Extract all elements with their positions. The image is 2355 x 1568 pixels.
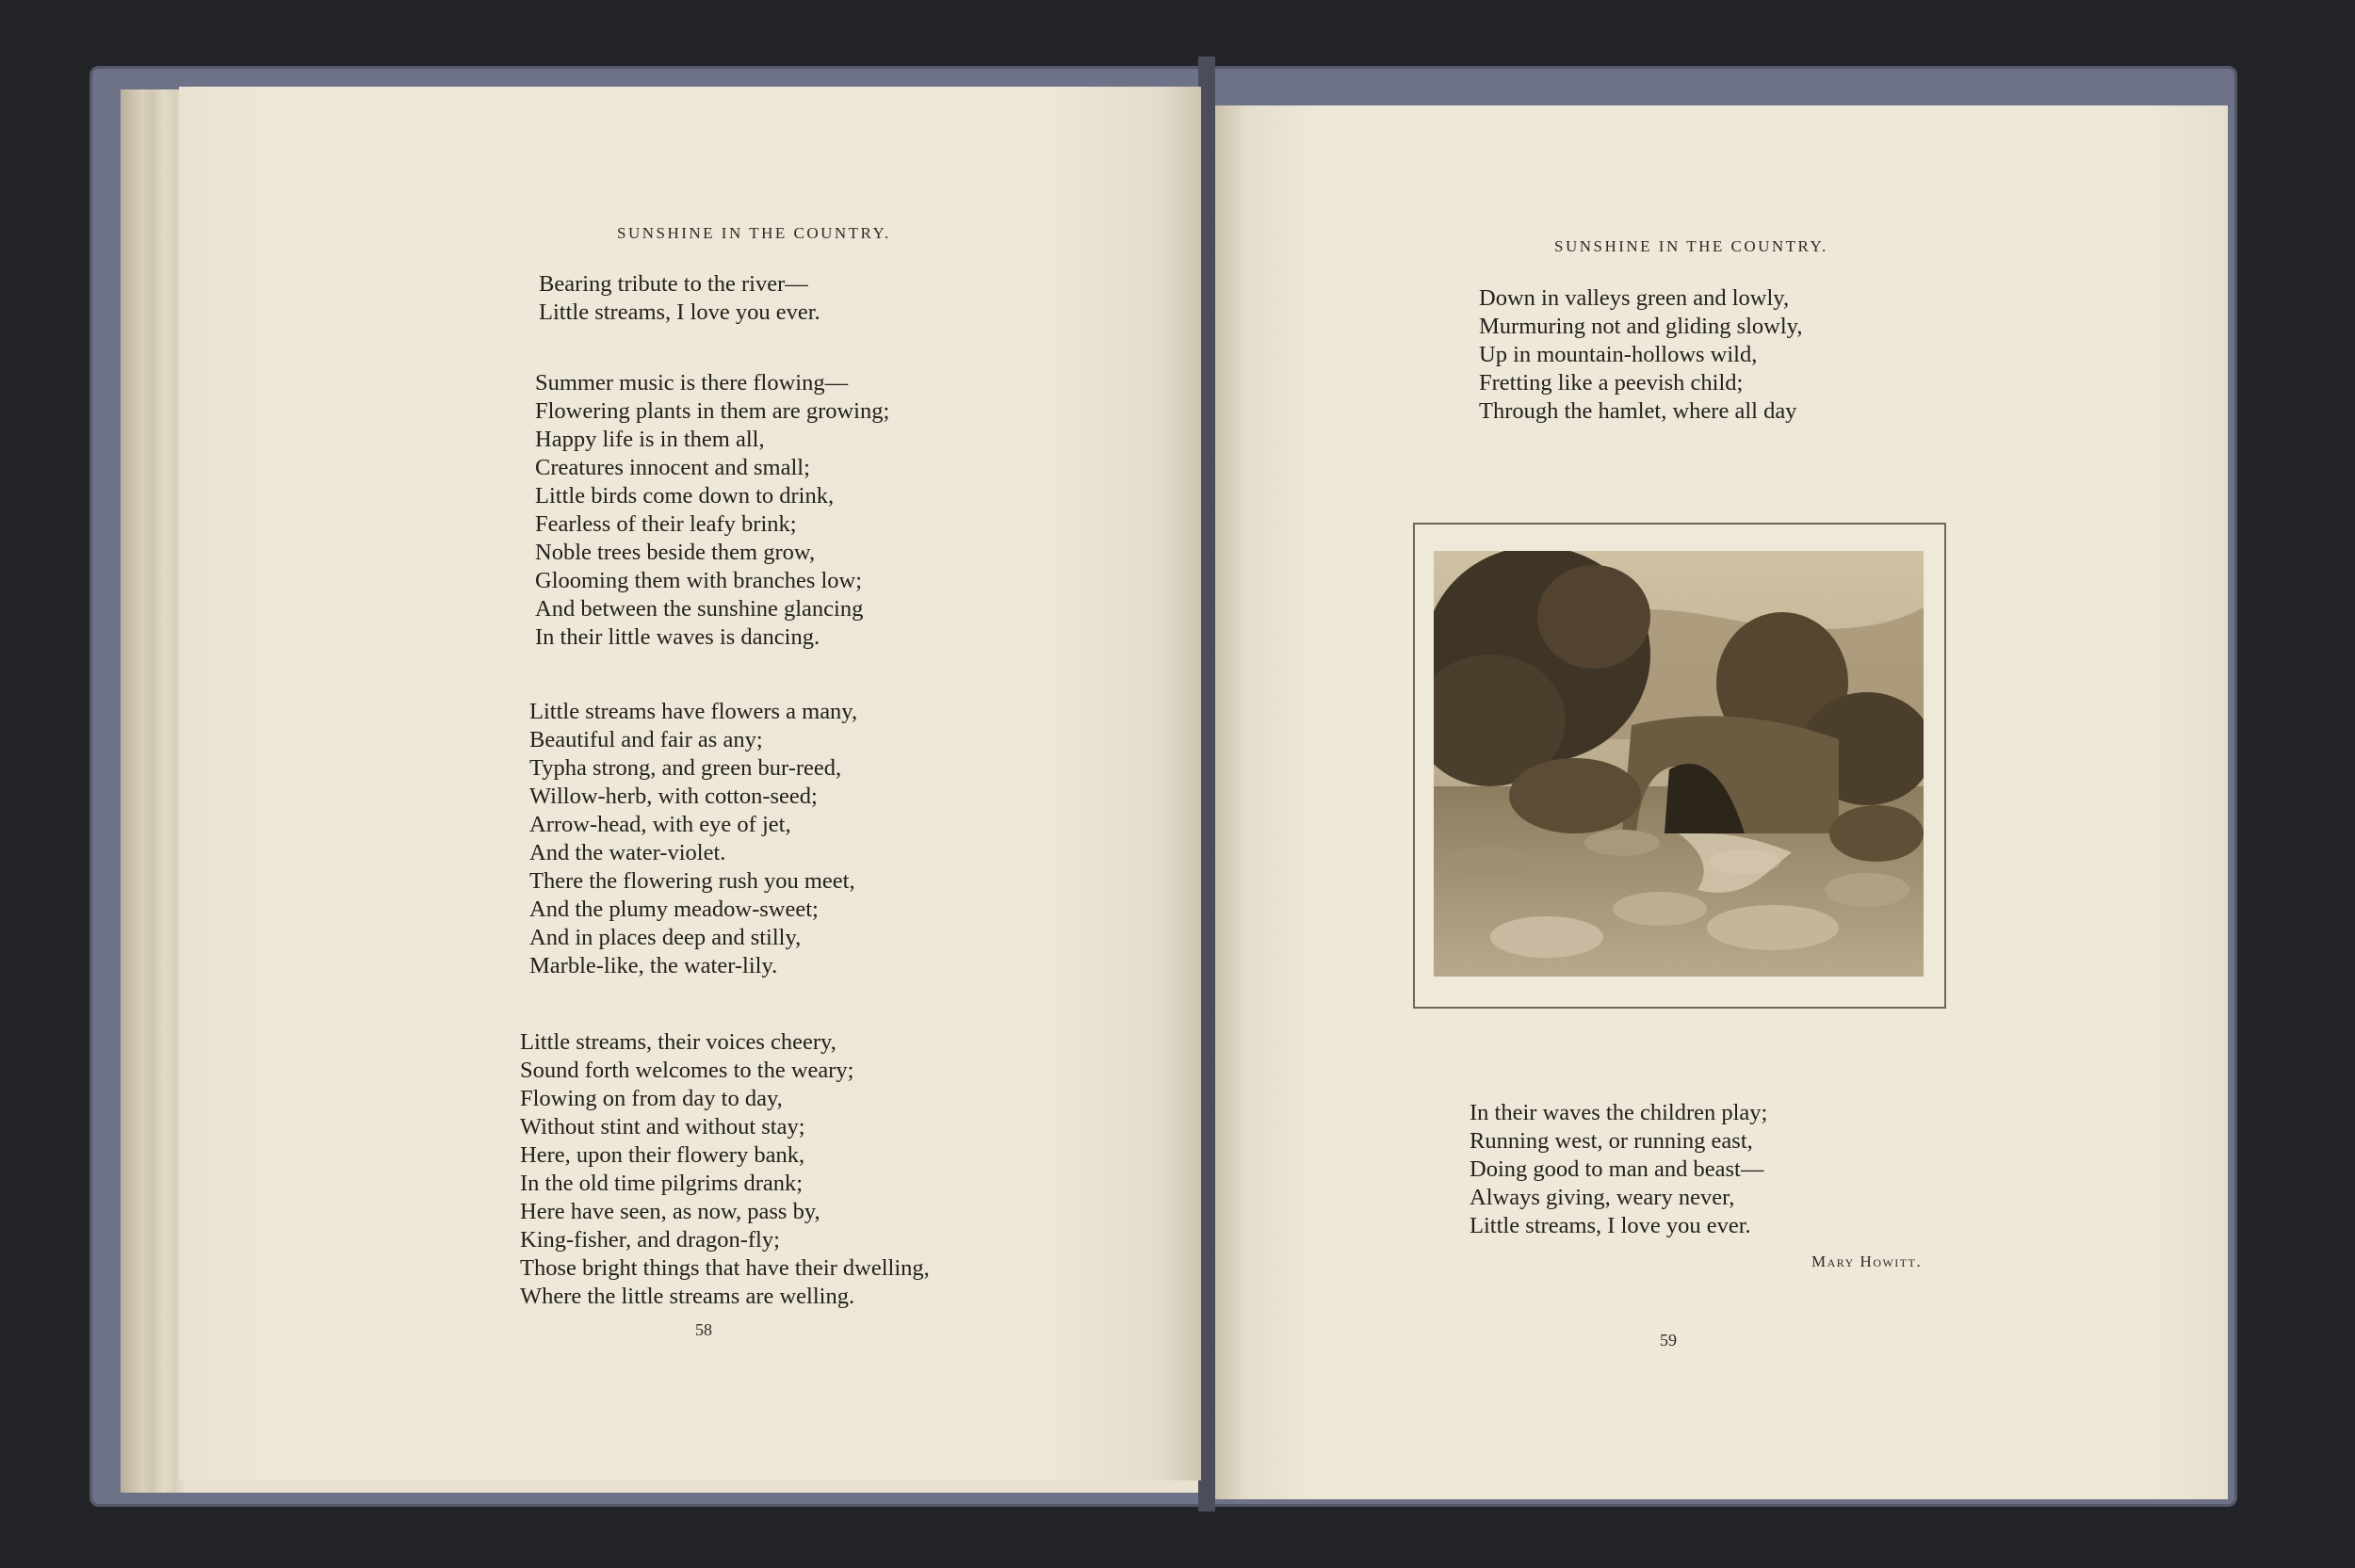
poem-line: Beautiful and fair as any;: [529, 727, 763, 752]
left-stanza-2: [535, 369, 889, 652]
poem-line: Always giving, weary never,: [1470, 1185, 1735, 1210]
poem-line: Through the hamlet, where all day: [1479, 398, 1797, 424]
poem-line: Here, upon their flowery bank,: [520, 1142, 805, 1168]
poem-line: And the plumy meadow-sweet;: [529, 897, 819, 922]
poem-line: Flowing on from day to day,: [520, 1086, 783, 1111]
poem-line: Creatures innocent and small;: [535, 455, 810, 480]
poem-line: Little streams have flowers a many,: [529, 699, 858, 724]
poem-line: Those bright things that have their dwelling,: [520, 1255, 930, 1281]
poem-line: Little birds come down to drink,: [535, 483, 835, 509]
poem-line: In their little waves is dancing.: [535, 624, 820, 650]
stone-bridge-stream-photo: [1434, 551, 1924, 977]
right-page-number: 59: [1660, 1331, 1677, 1350]
poem-line: Noble trees beside them grow,: [535, 540, 816, 565]
right-stanza-bottom: [1470, 1099, 1767, 1240]
right-stanza-top: [1479, 284, 1802, 426]
poem-line: Bearing tribute to the river—: [539, 271, 808, 297]
poem-line: Flowering plants in them are growing;: [535, 398, 890, 424]
poem-line: King-fisher, and dragon-fly;: [520, 1227, 780, 1253]
author-attribution: Mary Howitt.: [1811, 1253, 1923, 1270]
left-page-number: 58: [695, 1320, 712, 1339]
poem-line: And between the sunshine glancing: [535, 596, 864, 622]
left-stanza-4: [520, 1028, 930, 1311]
poem-line: Down in valleys green and lowly,: [1479, 285, 1790, 311]
poem-line: Willow-herb, with cotton-seed;: [529, 784, 818, 809]
poem-line: Fretting like a peevish child;: [1479, 370, 1744, 396]
poem-line: Sound forth welcomes to the weary;: [520, 1058, 854, 1083]
poem-line: Typha strong, and green bur-reed,: [529, 755, 842, 781]
poem-line: Little streams, I love you ever.: [1470, 1213, 1751, 1238]
poem-line: Murmuring not and gliding slowly,: [1479, 314, 1803, 339]
poem-line: Glooming them with branches low;: [535, 568, 863, 593]
poem-line: And in places deep and stilly,: [529, 925, 802, 950]
poem-line: Doing good to man and beast—: [1470, 1156, 1764, 1182]
left-running-head: SUNSHINE IN THE COUNTRY.: [617, 224, 891, 242]
poem-line: Summer music is there flowing—: [535, 370, 849, 396]
right-running-head: SUNSHINE IN THE COUNTRY.: [1554, 237, 1828, 255]
poem-line: Arrow-head, with eye of jet,: [529, 812, 791, 837]
poem-line: In their waves the children play;: [1470, 1100, 1768, 1125]
poem-line: Here have seen, as now, pass by,: [520, 1199, 820, 1224]
poem-line: Little streams, their voices cheery,: [520, 1029, 836, 1055]
left-stanza-1: [539, 270, 820, 327]
poem-line: Running west, or running east,: [1470, 1128, 1753, 1154]
poem-line: Little streams, I love you ever.: [539, 299, 820, 325]
poem-line: Fearless of their leafy brink;: [535, 511, 797, 537]
poem-line: And the water-violet.: [529, 840, 726, 865]
poem-line: Marble-like, the water-lily.: [529, 953, 778, 978]
left-stanza-3: [529, 698, 857, 980]
poem-line: Up in mountain-hollows wild,: [1479, 342, 1758, 367]
poem-line: Happy life is in them all,: [535, 427, 765, 452]
poem-line: In the old time pilgrims drank;: [520, 1171, 804, 1196]
poem-line: Where the little streams are welling.: [520, 1284, 855, 1309]
poem-line: There the flowering rush you meet,: [529, 868, 855, 894]
poem-line: Without stint and without stay;: [520, 1114, 805, 1140]
